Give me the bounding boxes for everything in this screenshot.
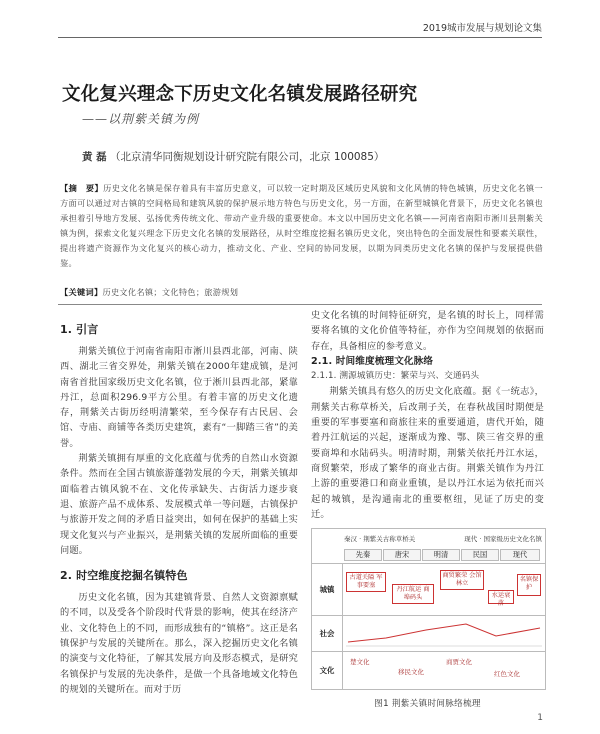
culture-label: 红色文化 — [494, 670, 520, 678]
author-affiliation: （北京清华同衡规划设计研究院有限公司，北京 100085） — [110, 151, 385, 163]
period-tab: 民国 — [461, 549, 499, 561]
article-subtitle: ——以荆紫关镇为例 — [82, 112, 200, 126]
row-label: 社会 — [312, 616, 343, 652]
section-divider — [58, 304, 542, 305]
page-number: 1 — [537, 713, 543, 723]
paragraph: 荆紫关镇拥有厚重的文化底蕴与优秀的自然山水资源条件。然而在全国古镇旅游蓬勃发展的今天，荆紫关镇却面临着古镇风貌不在、文化传承缺失、古街活力逐步衰退、旅游产品不成体系、发展模式单一等问题，古镇保护与旅游开发之间的矛盾日益突出，如何在保护的基础上实现文化复兴与产业振兴，是荆紫关镇的发展所面临的重要问题。 — [60, 453, 298, 556]
right-column — [311, 308, 544, 522]
row-label: 城镇 — [312, 564, 343, 616]
section-2-1-title: 2.1. 时间维度梳理文化脉络 — [311, 355, 434, 367]
culture-label: 商贾文化 — [446, 658, 472, 666]
figure-row-culture — [312, 651, 545, 690]
timeline-figure — [311, 528, 546, 690]
figure-caption: 图1 荆紫关镇时间脉络梳理 — [374, 699, 481, 709]
keywords-label: 【关键词】 — [60, 287, 103, 297]
article-title: 文化复兴理念下历史文化名镇发展路径研究 — [62, 84, 418, 105]
paragraph: 史文化名镇的时间特征研究，是名镇的时长上，同样需要将名镇的文化价值等特征，亦作为空间规划的依据而存在，具备相应的参考意义。 — [311, 310, 544, 352]
period-tab: 明清 — [422, 549, 460, 561]
period-tab: 唐宋 — [383, 549, 421, 561]
figure-box: 丹江航运 商埠码头 — [392, 584, 434, 604]
society-trend-line — [346, 620, 542, 648]
figure-header-right: 现代 · 国家级历史文化名镇 — [464, 534, 542, 543]
paragraph: 荆紫关镇具有悠久的历史文化底蕴。据《一统志》，荆紫关古称草桥关，后改荆子关，在春秋战国时期便是重要的军事要塞和商旅往来的重要通道，唐代开始，随着丹江航运的兴起，逐渐成为豫、鄂、陕三省交界的重要商埠和水陆码头。明清时期，荆紫关依托丹江水运，商贸繁荣，形成了繁华的商业古街。荆紫关镇作为丹江上游的重要港口和商业重镇，是以丹江水运为依托而兴起的城镇，是沟通南北的重要枢纽，见证了历史的变迁。 — [311, 386, 544, 520]
abstract-label: 【摘 要】 — [60, 183, 104, 193]
author-name: 黄 磊 — [82, 151, 107, 163]
period-tab: 先秦 — [344, 549, 382, 561]
paragraph: 荆紫关镇位于河南省南阳市淅川县西北部，河南、陕西、湖北三省交界处，荆紫关镇在2000年建成镇，是河南省首批国家级历史文化名镇，位于淅川县西北部，紧靠丹江，总面积296.9平方公里。有着丰富的历史文化遗存，荆紫关古街历经明清繁荣，至今保存有古民居、会馆、寺庙、商铺等各类历史建筑，素有“一脚踏三省”的美誉。 — [60, 346, 298, 449]
paragraph: 历史文化名镇，因为其建镇背景、自然人文资源禀赋的不同，以及受各个阶段时代背景的影响，使其在经济产业、文化特色上的不同，而形成独有的“镇格”。这正是名镇保护与发展的关键所在。那么，深入挖掘历史文化名镇的演变与文化特征，了解其发展方向及形态模式，是研究名镇保护与发展的先决条件，是做一个具备地域文化特色的规划的关键所在。而对于历 — [60, 592, 298, 695]
figure-header-left: 秦汉 · 荆紫关古称草桥关 — [344, 534, 416, 543]
figure-row-town — [312, 563, 545, 616]
left-column — [60, 312, 298, 697]
figure-box: 水运衰落 — [488, 590, 514, 604]
section-2-1-1-title: 2.1.1. 溯源城镇历史：繁荣与兴、交通码头 — [311, 371, 480, 382]
culture-label: 移民文化 — [398, 668, 424, 676]
figure-header — [344, 531, 542, 545]
figure-box: 名镇保护 — [517, 574, 541, 596]
row-label: 文化 — [312, 652, 343, 690]
section-1-title: 1. 引言 — [60, 323, 99, 336]
abstract — [60, 181, 543, 271]
figure-row-society — [312, 615, 545, 652]
section-2-title: 2. 时空维度挖掘名镇特色 — [60, 569, 188, 583]
abstract-text: 历史文化名镇是保存着具有丰富历史意义，可以较一定时期及区域历史风貌和文化风情的特色城镇，历史文化名镇一方面可以通过对古镇的空间格局和建筑风貌的保护展示地方特色与历史文化，另一方面，在新型城镇化背景下，历史文化名镇也承担着引导地方发展、弘扬优秀传统文化、带动产业升级的重要使命。本文以中国历史文化名镇——河南省南阳市淅川县荆紫关镇为例，探索文化复兴理念下历史文化名镇的发展路径，从时空维度挖掘名镇历史文化，突出特色的全面发展性和要素关联性，提出将遗产资源作为文化复兴的核心动力，推动文化、产业、空间的协同发展，以期为同类历史文化名镇的保护与发展提供借鉴。 — [60, 183, 543, 268]
figure-box: 古道关隘 军事要塞 — [346, 572, 386, 592]
culture-label: 楚文化 — [350, 658, 370, 666]
period-tab: 现代 — [500, 549, 540, 561]
author-line — [82, 149, 384, 164]
keywords — [60, 287, 543, 298]
keywords-text: 历史文化名镇；文化特色；旅游规划 — [102, 287, 239, 297]
journal-header: 2019城市发展与规划论文集 — [422, 23, 542, 34]
figure-box: 商贸繁荣 会馆林立 — [440, 570, 484, 590]
header-divider — [58, 37, 542, 38]
